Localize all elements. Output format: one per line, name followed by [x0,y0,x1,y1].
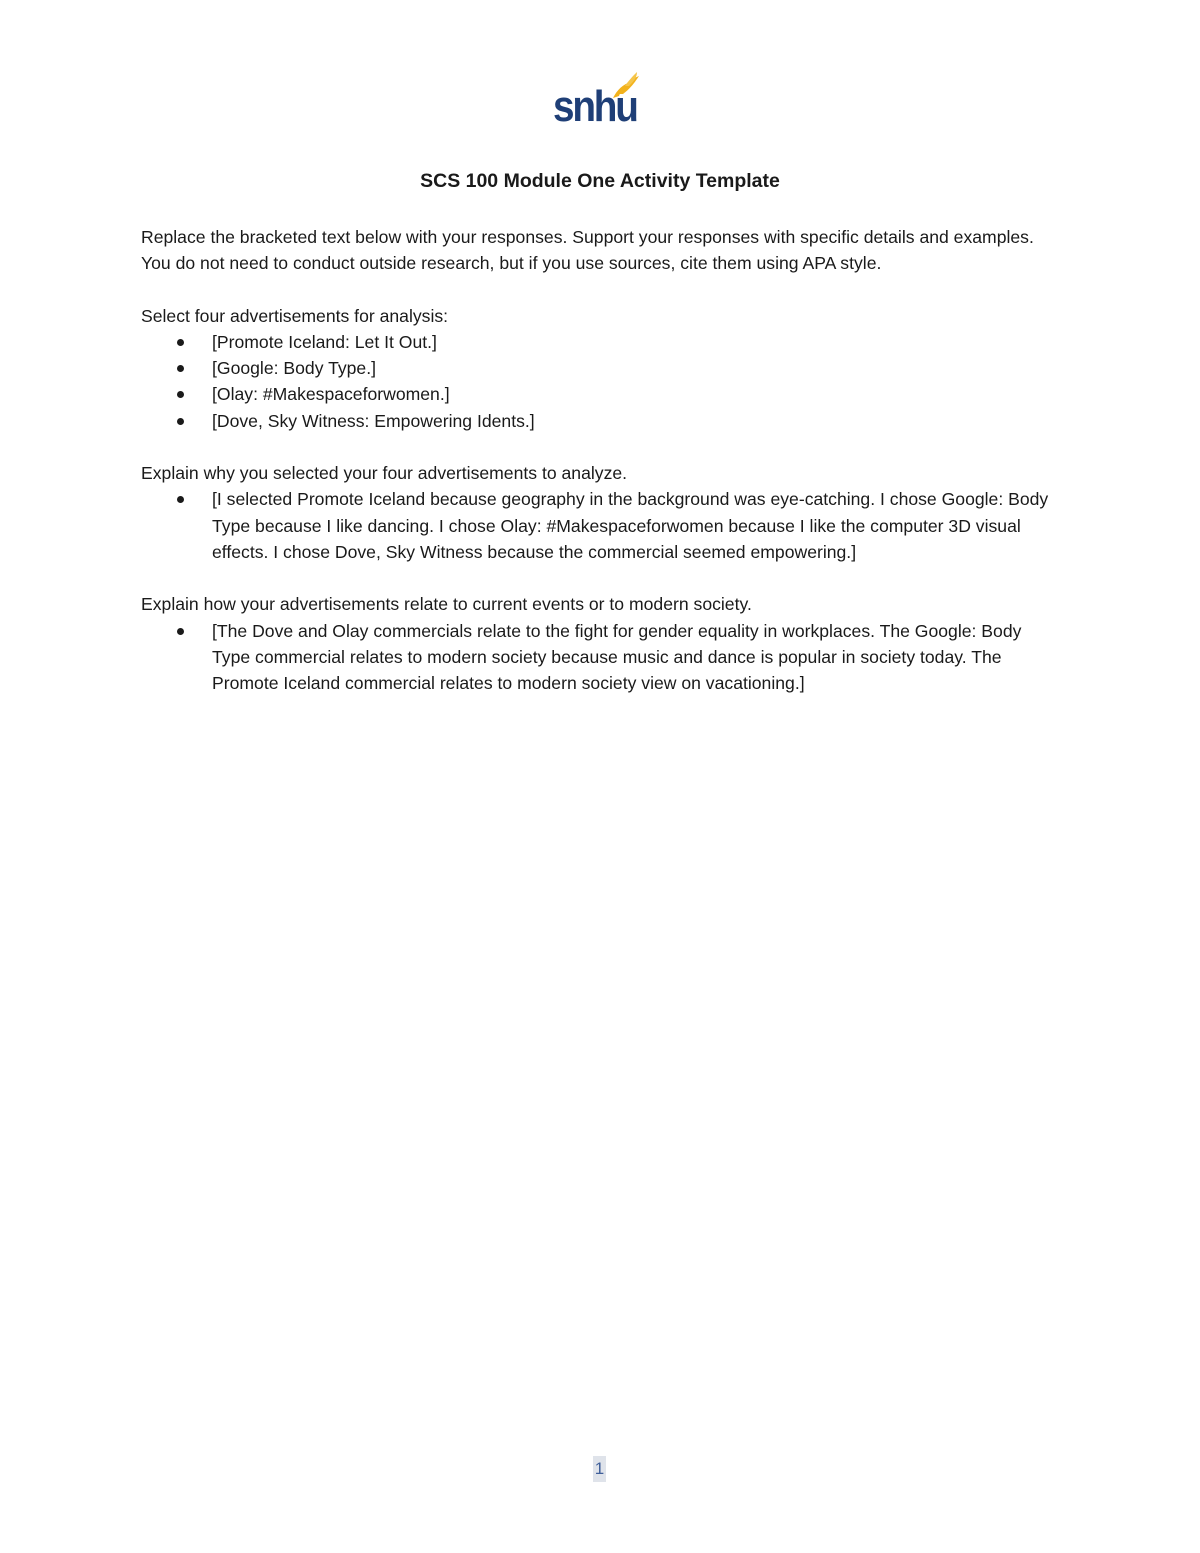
document-body [141,224,1061,696]
intro-paragraph: Replace the bracketed text below with your responses. Support your responses with specific details and examples. You do not need to conduct outside research, but if you use sources, cite them using APA style. [141,227,1034,274]
list-item: [Olay: #Makespaceforwomen.] [141,381,1061,407]
logo-wordmark: snhu [553,82,637,131]
section-prompt-select: Select four advertisements for analysis: [141,305,449,326]
page-number: 1 [593,1456,606,1482]
document-title: SCS 100 Module One Activity Template [420,170,780,192]
list-item: [The Dove and Olay commercials relate to the fight for gender equality in workplaces. The Google: Body Type commercial relates to modern society because music and dance is popular in society today. The Promote Iceland commercial relates to modern society view on vacationing.] [141,618,1061,697]
snhu-logo [553,72,643,134]
relate-list [141,618,1061,697]
list-item: [I selected Promote Iceland because geography in the background was eye-catching. I chose Google: Body Type because I like dancing. I chose Olay: #Makespaceforwomen because I like the computer 3D visual effects. I chose Dove, Sky Witness because the commercial seemed empowering.] [141,486,1061,565]
list-item: [Dove, Sky Witness: Empowering Idents.] [141,408,1061,434]
section-prompt-why: Explain why you selected your four advertisements to analyze. [141,463,628,484]
list-item: [Google: Body Type.] [141,355,1061,381]
list-item: [Promote Iceland: Let It Out.] [141,329,1061,355]
section-prompt-relate: Explain how your advertisements relate to current events or to modern society. [141,594,752,615]
advertisement-list [141,329,1061,434]
why-selected-list [141,486,1061,565]
